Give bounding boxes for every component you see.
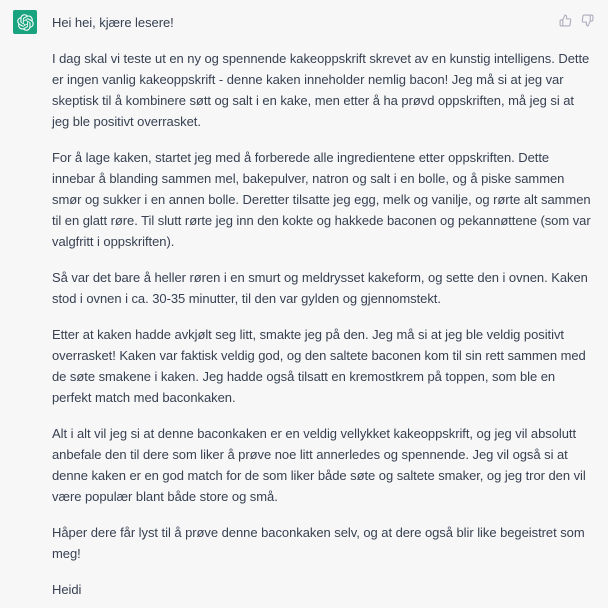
preparation-paragraph: For å lage kaken, startet jeg med å forberede alle ingredientene etter oppskriften. Dette innebar å blanding sammen mel, bakepulver, natron og salt i en bolle, og å piske sammen smør og sukker i en annen bolle. Deretter tilsatte jeg egg, melk og vanilje, og rørte alt sammen til en glatt røre. Til slutt rørte jeg inn den kokte og hakkede baconen og pekannøttene (som var valgfritt i oppskriften). (52, 150, 591, 249)
tasting-paragraph: Etter at kaken hadde avkjølt seg litt, smakte jeg på den. Jeg må si at jeg ble veldig positivt overrasket! Kaken var faktisk veldig god, og den saltete baconen kom til sin rett sammen med de søte smakene i kaken. Jeg hadde også tilsatt en kremostkrem på toppen, som ble en perfekt match med baconkaken. (52, 327, 586, 405)
baking-paragraph: Så var det bare å heller røren i en smurt og meldrysset kakeform, og sette den i ovnen. Kaken stod i ovnen i ca. 30-35 minutter, til den var gylden og gjennomstekt. (52, 270, 588, 306)
conclusion-paragraph: Alt i alt vil jeg si at denne baconkaken er en veldig vellykket kakeoppskrift, og jeg vil absolutt anbefale den til dere som liker å prøve noe litt annerledes og spennende. Jeg vil også si at denne kaken er en god match for de som liker både søte og saltete smaker, og jeg tror den vil være populær blant både store og små. (52, 426, 586, 504)
signature: Heidi (52, 582, 82, 597)
intro-paragraph: I dag skal vi teste ut en ny og spennende kakeoppskrift skrevet av en kunstig intelligens. Dette er ingen vanlig kakeoppskrift - denne kaken inneholder nemlig bacon! Jeg må si at jeg var skeptisk til å kombinere søtt og salt i en kake, men etter å ha prøvd oppskriften, må jeg si at jeg ble positivt overrasket. (52, 51, 590, 129)
closing-paragraph: Håper dere får lyst til å prøve denne baconkaken selv, og at dere også blir like begeistret som meg! (52, 525, 585, 561)
assistant-avatar (13, 10, 37, 34)
greeting-paragraph: Hei hei, kjære lesere! (52, 15, 174, 30)
message-content (52, 12, 592, 608)
openai-logo-icon (17, 14, 34, 31)
